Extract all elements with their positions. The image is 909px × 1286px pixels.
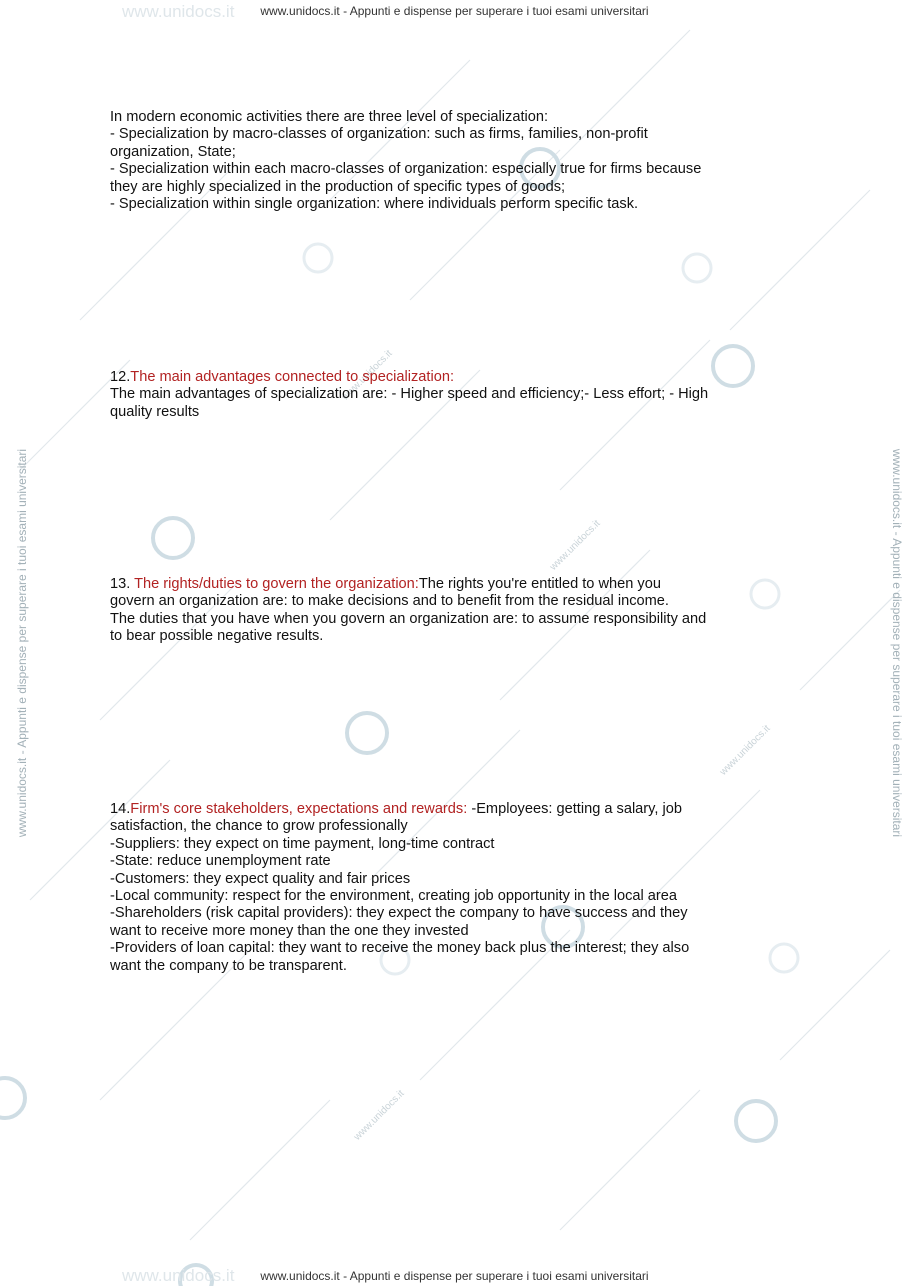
text-line: -Customers: they expect quality and fair prices <box>110 870 411 887</box>
ghost-watermark-domain: www.unidocs.it <box>122 1266 235 1285</box>
tilted-watermark-domain: www.unidocs.it <box>548 518 603 573</box>
text-line: organization, State; <box>110 143 236 160</box>
text-line: to bear possible negative results. <box>110 628 324 645</box>
section-heading: The main advantages connected to specialization: <box>130 369 454 385</box>
intro-block <box>110 109 810 213</box>
section-heading-line <box>110 369 810 386</box>
text-run: -Employees: getting a salary, job <box>471 801 682 817</box>
text-line: quality results <box>110 403 200 420</box>
section-13 <box>110 576 810 646</box>
text-line: In modern economic activities there are three level of specialization: <box>110 109 549 125</box>
text-line: -Providers of loan capital: they want to receive the money back plus the interest; they also <box>110 940 690 957</box>
page-footer: www.unidocs.it - Appunti e dispense per superare i tuoi esami universitari <box>260 1269 649 1283</box>
side-watermark-left: www.unidocs.it - Appunti e dispense per superare i tuoi esami universitari <box>15 448 29 838</box>
text-line: - Specialization within single organization: where individuals perform specific task. <box>110 196 639 213</box>
page-header: www.unidocs.it - Appunti e dispense per superare i tuoi esami universitari <box>260 4 649 18</box>
section-14 <box>110 801 810 975</box>
text-line: -Local community: respect for the environment, creating job opportunity in the local area <box>110 888 678 905</box>
text-line: -State: reduce unemployment rate <box>110 853 331 870</box>
side-watermark-right: www.unidocs.it - Appunti e dispense per superare i tuoi esami universitari <box>890 448 904 838</box>
text-line: want the company to be transparent. <box>110 957 347 974</box>
text-line: govern an organization are: to make decisions and to benefit from the residual income. <box>110 593 669 610</box>
text-line: -Suppliers: they expect on time payment, long-time contract <box>110 835 495 852</box>
text-line: - Specialization within each macro-classes of organization: especially true for firms because <box>110 161 702 178</box>
tilted-watermark-domain: www.unidocs.it <box>340 348 395 403</box>
text-line: want to receive more money than the one they invested <box>110 922 469 939</box>
text-line: The main advantages of specialization are: - Higher speed and efficiency;- Less effort; - High <box>110 386 709 403</box>
section-heading: Firm's core stakeholders, expectations and rewards: <box>130 801 472 817</box>
section-number: 14. <box>110 801 131 817</box>
tilted-watermark-domain: www.unidocs.it <box>352 1088 407 1143</box>
text-line: The duties that you have when you govern an organization are: to assume responsibility and <box>110 610 707 627</box>
section-heading-line <box>110 576 810 593</box>
text-line: -Shareholders (risk capital providers): they expect the company to have success and they <box>110 905 688 922</box>
section-number: 13. <box>110 576 135 592</box>
ghost-watermark-domain: www.unidocs.it <box>122 2 235 21</box>
tilted-watermark-domain: www.unidocs.it <box>718 723 773 778</box>
text-line: they are highly specialized in the production of specific types of goods; <box>110 178 566 195</box>
text-line: - Specialization by macro-classes of organization: such as firms, families, non-profit <box>110 126 648 143</box>
section-heading-line <box>110 801 810 818</box>
section-12 <box>110 369 810 421</box>
text-run: The rights you're entitled to when you <box>418 576 661 592</box>
section-heading: The rights/duties to govern the organization: <box>134 576 419 592</box>
section-number: 12. <box>110 369 131 385</box>
text-line: satisfaction, the chance to grow professionally <box>110 818 408 835</box>
